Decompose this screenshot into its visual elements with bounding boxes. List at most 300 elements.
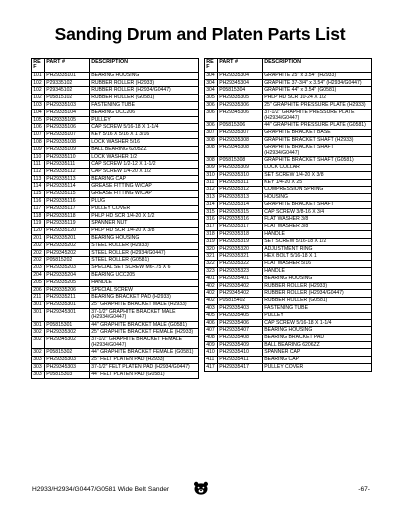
part-number-cell: PH29345306 bbox=[218, 109, 263, 122]
table-row bbox=[32, 131, 199, 138]
description-cell: PULLEY COVER bbox=[263, 364, 372, 371]
part-column-header: PART # bbox=[218, 59, 263, 73]
table-row bbox=[32, 220, 199, 227]
description-cell: PHLP HD SCR 10-24 X 1/2 bbox=[263, 94, 372, 101]
table-row bbox=[205, 319, 372, 326]
description-cell: BEARING HOUSING bbox=[263, 327, 372, 334]
table-row bbox=[32, 301, 199, 308]
table-row bbox=[32, 227, 199, 234]
part-number-cell: PH29335317 bbox=[218, 223, 263, 230]
part-number-cell: PH29335119 bbox=[45, 220, 90, 227]
part-number-cell: PH29335311 bbox=[218, 179, 263, 186]
table-row bbox=[32, 336, 199, 349]
ref-cell: 410 bbox=[205, 349, 218, 356]
ref-cell: 310 bbox=[205, 172, 218, 179]
description-cell: SPANNER CAP bbox=[263, 349, 372, 356]
table-row bbox=[32, 161, 199, 168]
table-row bbox=[32, 72, 199, 79]
ref-cell: 102 bbox=[32, 94, 45, 101]
description-cell: GRAPHITE BRACKET SHAFT (H2934/G0447) bbox=[263, 144, 372, 157]
ref-cell: 202 bbox=[32, 242, 45, 249]
description-cell: STEEL ROLLER (H2934/G0447) bbox=[90, 249, 199, 256]
table-row bbox=[205, 260, 372, 267]
part-number-cell: PH29335303 bbox=[45, 356, 90, 363]
description-cell: BEARING HOUSING bbox=[90, 72, 199, 79]
part-number-cell: P05815102 bbox=[45, 94, 90, 101]
description-cell: LOCK COLLAR bbox=[263, 164, 372, 171]
table-row bbox=[205, 172, 372, 179]
table-row bbox=[205, 290, 372, 297]
table-row bbox=[205, 122, 372, 129]
description-cell: FASTENING TUBE bbox=[263, 305, 372, 312]
table-row bbox=[205, 364, 372, 371]
description-cell: PLUG bbox=[90, 198, 199, 205]
table-row bbox=[32, 371, 199, 378]
ref-cell: 301 bbox=[32, 321, 45, 328]
description-cell: BEARING HOUSING bbox=[263, 275, 372, 282]
ref-cell: 108 bbox=[32, 139, 45, 146]
part-number-cell: PH29335305 bbox=[218, 94, 263, 101]
part-number-cell: PH29335206 bbox=[45, 286, 90, 293]
part-number-cell: PH29335304 bbox=[218, 72, 263, 79]
description-cell: RUBBER ROLLER (H2933) bbox=[263, 282, 372, 289]
table-row bbox=[205, 253, 372, 260]
description-cell: 44" GRAPHITE BRACKET FEMALE (G0581) bbox=[90, 349, 199, 356]
description-cell: ADJUSTMENT RING bbox=[263, 246, 372, 253]
table-row bbox=[32, 198, 199, 205]
ref-cell: 308 bbox=[205, 157, 218, 164]
part-number-cell: PH29335104 bbox=[45, 109, 90, 116]
part-number-cell: PH29335117 bbox=[45, 205, 90, 212]
table-row bbox=[205, 342, 372, 349]
part-number-cell: PH29335308 bbox=[218, 137, 263, 144]
ref-cell: 323 bbox=[205, 268, 218, 275]
ref-cell: 402 bbox=[205, 297, 218, 304]
ref-cell: 111 bbox=[32, 161, 45, 168]
description-cell: 44" FELT PLATEN PAD (G0581) bbox=[90, 371, 199, 378]
table-row bbox=[205, 194, 372, 201]
part-number-cell: PH29335211 bbox=[45, 294, 90, 301]
part-column-header: PART # bbox=[45, 59, 90, 73]
description-cell: CAP SCREW 1/2-12 X 1-1/2 bbox=[90, 161, 199, 168]
part-number-cell: PH29335316 bbox=[218, 216, 263, 223]
part-number-cell: PH29335310 bbox=[218, 172, 263, 179]
ref-cell: 314 bbox=[205, 201, 218, 208]
ref-cell: 406 bbox=[205, 319, 218, 326]
ref-cell: 206 bbox=[32, 286, 45, 293]
table-row bbox=[32, 321, 199, 328]
description-cell: BEARING CAP bbox=[90, 176, 199, 183]
description-cell: HANDLE bbox=[263, 268, 372, 275]
table-row bbox=[205, 102, 372, 109]
ref-cell: 110 bbox=[32, 153, 45, 160]
table-row bbox=[32, 286, 199, 293]
description-cell: FLAT WASHER 3/8 bbox=[263, 223, 372, 230]
part-number-cell: P05815303 bbox=[45, 371, 90, 378]
table-row bbox=[32, 257, 199, 264]
ref-cell: 306 bbox=[205, 109, 218, 122]
table-row bbox=[32, 294, 199, 301]
parts-table-left bbox=[31, 58, 199, 379]
description-cell: SPANNER NUT bbox=[90, 220, 199, 227]
description-cell: PULLEY bbox=[263, 312, 372, 319]
table-row bbox=[32, 249, 199, 256]
table-row bbox=[205, 223, 372, 230]
part-number-cell: PH29335110 bbox=[45, 153, 90, 160]
table-row bbox=[205, 137, 372, 144]
description-cell: CAP SCREW 3/8-16 X 3/4 bbox=[263, 209, 372, 216]
table-row bbox=[205, 305, 372, 312]
table-row bbox=[32, 102, 199, 109]
ref-cell: 115 bbox=[32, 190, 45, 197]
table-row bbox=[205, 327, 372, 334]
description-cell: 44" GRAPHITE PRESSURE PLATE (G0581) bbox=[263, 122, 372, 129]
ref-cell: 112 bbox=[32, 168, 45, 175]
part-number-cell: PH29335417 bbox=[218, 364, 263, 371]
part-number-cell: P05815308 bbox=[218, 157, 263, 164]
part-number-cell: PH29335313 bbox=[218, 194, 263, 201]
description-cell: 25" GRAPHITE BRACKET FEMALE (H2933) bbox=[90, 329, 199, 336]
part-number-cell: PH29335202 bbox=[45, 242, 90, 249]
description-cell: SPECIAL SET SCREW M6-.75 X 6 bbox=[90, 264, 199, 271]
part-number-cell: PH29335306 bbox=[218, 102, 263, 109]
table-row bbox=[32, 80, 199, 87]
ref-column-header: REF bbox=[205, 59, 218, 73]
table-row bbox=[32, 356, 199, 363]
ref-cell: 120 bbox=[32, 227, 45, 234]
description-cell: PULLEY COVER bbox=[90, 205, 199, 212]
ref-cell: 403 bbox=[205, 305, 218, 312]
description-column-header: DESCRIPTION bbox=[263, 59, 372, 73]
ref-cell: 204 bbox=[32, 272, 45, 279]
description-cell: LOCK WASHER 1/2 bbox=[90, 153, 199, 160]
table-row bbox=[205, 297, 372, 304]
part-number-cell: PH29345302 bbox=[45, 336, 90, 349]
part-number-cell: PH29335111 bbox=[45, 161, 90, 168]
part-number-cell: PH29335103 bbox=[45, 102, 90, 109]
description-cell: STEEL ROLLER (G0581) bbox=[90, 257, 199, 264]
description-cell: FLAT WASHER 5/16 bbox=[263, 260, 372, 267]
ref-cell: 308 bbox=[205, 137, 218, 144]
ref-cell: 102 bbox=[32, 80, 45, 87]
ref-cell: 301 bbox=[32, 309, 45, 322]
table-row bbox=[205, 157, 372, 164]
part-number-cell: PH29345304 bbox=[218, 80, 263, 87]
ref-cell: 320 bbox=[205, 246, 218, 253]
table-row bbox=[32, 168, 199, 175]
table-row bbox=[32, 272, 199, 279]
description-cell: 44" GRAPHITE BRACKET MALE (G0581) bbox=[90, 321, 199, 328]
part-number-cell: PH29335105 bbox=[45, 116, 90, 123]
ref-cell: 309 bbox=[205, 164, 218, 171]
part-number-cell: P05815306 bbox=[218, 122, 263, 129]
ref-cell: 304 bbox=[205, 87, 218, 94]
description-cell: GRAPHITE 25" x 3.54" (H2933) bbox=[263, 72, 372, 79]
part-number-cell: PH29335115 bbox=[45, 190, 90, 197]
parts-table-left-body bbox=[32, 72, 199, 378]
ref-cell: 322 bbox=[205, 260, 218, 267]
description-cell: RUBBER ROLLER (H2933) bbox=[90, 80, 199, 87]
description-cell: RUBBER ROLLER (G0581) bbox=[263, 297, 372, 304]
ref-cell: 303 bbox=[32, 371, 45, 378]
part-number-cell: P05815402 bbox=[218, 297, 263, 304]
ref-cell: 401 bbox=[205, 275, 218, 282]
part-number-cell: PH29335112 bbox=[45, 168, 90, 175]
ref-cell: 103 bbox=[32, 102, 45, 109]
ref-cell: 114 bbox=[32, 183, 45, 190]
part-number-cell: PH29335307 bbox=[218, 129, 263, 136]
part-number-cell: PH29335101 bbox=[45, 72, 90, 79]
part-number-cell: PH29335107 bbox=[45, 131, 90, 138]
ref-cell: 304 bbox=[205, 80, 218, 87]
part-number-cell: P05815301 bbox=[45, 321, 90, 328]
part-number-cell: PH29335118 bbox=[45, 213, 90, 220]
ref-cell: 201 bbox=[32, 235, 45, 242]
ref-cell: 311 bbox=[205, 179, 218, 186]
table-row bbox=[32, 364, 199, 371]
description-cell: SPECIAL SCREW bbox=[90, 286, 199, 293]
description-cell: GRAPHITE BRACKET SHAFT (G0581) bbox=[263, 157, 372, 164]
part-number-cell: PH29335320 bbox=[218, 246, 263, 253]
ref-cell: 312 bbox=[205, 186, 218, 193]
table-row bbox=[205, 209, 372, 216]
table-row bbox=[205, 179, 372, 186]
description-cell: GREASE FITTING W/CAP bbox=[90, 183, 199, 190]
ref-cell: 303 bbox=[32, 364, 45, 371]
part-number-cell: PH29335108 bbox=[45, 139, 90, 146]
ref-cell: 117 bbox=[32, 205, 45, 212]
ref-cell: 316 bbox=[205, 216, 218, 223]
ref-cell: 318 bbox=[205, 231, 218, 238]
table-row bbox=[32, 139, 199, 146]
description-cell: RUBBER ROLLER (H2934/G0447) bbox=[263, 290, 372, 297]
table-row bbox=[205, 186, 372, 193]
description-cell: GRAPHITE 44" x 3.54" (G0581) bbox=[263, 87, 372, 94]
table-row bbox=[32, 116, 199, 123]
description-cell: 25" FELT PLATEN PAD (H2933) bbox=[90, 356, 199, 363]
ref-cell: 405 bbox=[205, 312, 218, 319]
ref-cell: 101 bbox=[32, 72, 45, 79]
ref-cell: 402 bbox=[205, 282, 218, 289]
part-number-cell: PH29335312 bbox=[218, 186, 263, 193]
ref-cell: 315 bbox=[205, 209, 218, 216]
table-row bbox=[32, 205, 199, 212]
table-header-row bbox=[32, 59, 199, 73]
table-row bbox=[32, 146, 199, 153]
ref-cell: 205 bbox=[32, 279, 45, 286]
part-number-cell: PH29335201 bbox=[45, 235, 90, 242]
ref-cell: 116 bbox=[32, 198, 45, 205]
description-cell: 37-1/2" GRAPHITE BRACKET MALE (H2934/G0447) bbox=[90, 309, 199, 322]
description-cell: BEARING UCC206 bbox=[90, 109, 199, 116]
table-row bbox=[205, 312, 372, 319]
description-cell: FASTENING TUBE bbox=[90, 102, 199, 109]
ref-cell: 402 bbox=[205, 290, 218, 297]
part-number-cell: P05815302 bbox=[45, 349, 90, 356]
description-cell: BEARING HOUSING bbox=[90, 235, 199, 242]
part-number-cell: PH29335402 bbox=[218, 282, 263, 289]
description-cell: BEARING CAP bbox=[263, 356, 372, 363]
part-number-cell: PH29335203 bbox=[45, 264, 90, 271]
table-row bbox=[32, 87, 199, 94]
description-cell: 37-1/2" GRAPHITE BRACKET FEMALE (H2934/G0447) bbox=[90, 336, 199, 349]
part-number-cell: PH29335113 bbox=[45, 176, 90, 183]
ref-cell: 302 bbox=[32, 336, 45, 349]
description-cell: 25" GRAPHITE BRACKET MALE (H2933) bbox=[90, 301, 199, 308]
ref-cell: 411 bbox=[205, 356, 218, 363]
description-cell: RUBBER ROLLER (G0581) bbox=[90, 94, 199, 101]
part-number-cell: PH29345303 bbox=[45, 364, 90, 371]
part-number-cell: PH29335319 bbox=[218, 238, 263, 245]
ref-cell: 107 bbox=[32, 131, 45, 138]
ref-cell: 304 bbox=[205, 72, 218, 79]
description-cell: BALL BEARING 6206ZZ bbox=[263, 342, 372, 349]
table-row bbox=[32, 349, 199, 356]
description-cell: BALL BEARING 6205ZZ bbox=[90, 146, 199, 153]
ref-cell: 203 bbox=[32, 264, 45, 271]
description-cell: 37-1/2" FELT PLATEN PAD (H2934/G0447) bbox=[90, 364, 199, 371]
table-row bbox=[205, 94, 372, 101]
ref-cell: 408 bbox=[205, 334, 218, 341]
part-number-cell: PH29335120 bbox=[45, 227, 90, 234]
ref-cell: 202 bbox=[32, 249, 45, 256]
description-cell: 25" GRAPHITE PRESSURE PLATE (H2933) bbox=[263, 102, 372, 109]
part-number-cell: PH29335411 bbox=[218, 356, 263, 363]
description-cell: LOCK WASHER 5/16 bbox=[90, 139, 199, 146]
description-cell: 37-1/2" GRAPHITE PRESSURE PLATE (H2934/G0447) bbox=[263, 109, 372, 122]
description-cell: BEARING UCC205 bbox=[90, 272, 199, 279]
part-number-cell: PH29345308 bbox=[218, 144, 263, 157]
ref-cell: 409 bbox=[205, 342, 218, 349]
part-number-cell: PH29345301 bbox=[45, 309, 90, 322]
table-row bbox=[205, 201, 372, 208]
table-row bbox=[205, 144, 372, 157]
ref-cell: 313 bbox=[205, 194, 218, 201]
parts-table-right-body bbox=[205, 72, 372, 371]
part-number-cell: PH29335406 bbox=[218, 319, 263, 326]
page-title: Sanding Drum and Platen Parts List bbox=[54, 24, 346, 44]
part-number-cell: PH29335309 bbox=[218, 164, 263, 171]
part-number-cell: PH29335401 bbox=[218, 275, 263, 282]
ref-cell: 306 bbox=[205, 122, 218, 129]
part-number-cell: P05815304 bbox=[218, 87, 263, 94]
ref-cell: 119 bbox=[32, 220, 45, 227]
description-cell: SET SCREW 1/4-20 X 3/8 bbox=[263, 172, 372, 179]
part-number-cell: PH29335106 bbox=[45, 124, 90, 131]
table-row bbox=[205, 80, 372, 87]
description-cell: GRAPHITE BRACKET BASE bbox=[263, 129, 372, 136]
description-cell: COMPRESSION SPRING bbox=[263, 186, 372, 193]
description-cell: HEX BOLT 5/16-18 X 1 bbox=[263, 253, 372, 260]
part-number-cell: PH29335405 bbox=[218, 312, 263, 319]
ref-cell: 301 bbox=[32, 301, 45, 308]
description-cell: BEARING BRACKET PAD bbox=[263, 334, 372, 341]
ref-cell: 307 bbox=[205, 129, 218, 136]
table-row bbox=[32, 183, 199, 190]
table-row bbox=[205, 72, 372, 79]
ref-cell: 106 bbox=[32, 124, 45, 131]
description-cell: BEARING BRACKET PAD (H2933) bbox=[90, 294, 199, 301]
table-row bbox=[205, 164, 372, 171]
part-number-cell: P29335102 bbox=[45, 80, 90, 87]
description-cell: PHLP HD SCR 1/4-20 X 1/2 bbox=[90, 213, 199, 220]
ref-cell: 407 bbox=[205, 327, 218, 334]
table-row bbox=[32, 190, 199, 197]
table-row bbox=[205, 246, 372, 253]
table-row bbox=[32, 94, 199, 101]
part-number-cell: PH29335114 bbox=[45, 183, 90, 190]
part-number-cell: P29345102 bbox=[45, 87, 90, 94]
description-cell: CAP SCREW 5/16-18 X 1-1/4 bbox=[90, 124, 199, 131]
footer-model-text: H2933/H2934/G0447/G0581 Wide Belt Sander bbox=[32, 486, 170, 493]
part-number-cell: PH29335302 bbox=[45, 329, 90, 336]
table-row bbox=[205, 231, 372, 238]
table-row bbox=[205, 275, 372, 282]
ref-cell: 417 bbox=[205, 364, 218, 371]
description-cell: PHLP HD SCR 1/4-20 X 3/8 bbox=[90, 227, 199, 234]
table-row bbox=[205, 87, 372, 94]
table-row bbox=[32, 235, 199, 242]
description-cell: CAP SCREW 5/16-18 X 1-1/4 bbox=[263, 319, 372, 326]
part-number-cell: PH29335301 bbox=[45, 301, 90, 308]
part-number-cell: P05815202 bbox=[45, 257, 90, 264]
ref-cell: 102 bbox=[32, 87, 45, 94]
description-cell: PULLEY bbox=[90, 116, 199, 123]
part-number-cell: PH29335323 bbox=[218, 268, 263, 275]
table-row bbox=[32, 309, 199, 322]
description-cell: FLAT WASHER 3/8 bbox=[263, 216, 372, 223]
ref-cell: 113 bbox=[32, 176, 45, 183]
table-row bbox=[205, 216, 372, 223]
ref-column-header: REF bbox=[32, 59, 45, 73]
part-number-cell: PH29335403 bbox=[218, 305, 263, 312]
bear-logo-icon bbox=[193, 481, 209, 495]
ref-cell: 302 bbox=[32, 349, 45, 356]
part-number-cell: PH29335318 bbox=[218, 231, 263, 238]
table-header-row bbox=[205, 59, 372, 73]
table-row bbox=[32, 279, 199, 286]
part-number-cell: PH29335116 bbox=[45, 198, 90, 205]
part-number-cell: PH29335408 bbox=[218, 334, 263, 341]
ref-cell: 319 bbox=[205, 238, 218, 245]
table-row bbox=[205, 238, 372, 245]
table-row bbox=[32, 242, 199, 249]
description-cell: SET SCREW 5/16-18 X 1/2 bbox=[263, 238, 372, 245]
table-row bbox=[205, 282, 372, 289]
table-row bbox=[32, 109, 199, 116]
part-number-cell: PH29335204 bbox=[45, 272, 90, 279]
table-row bbox=[32, 124, 199, 131]
description-column-header: DESCRIPTION bbox=[90, 59, 199, 73]
part-number-cell: PH29335315 bbox=[218, 209, 263, 216]
description-cell: HANDLE bbox=[90, 279, 199, 286]
description-cell: CAP SCREW 1/4-20 X 1/2 bbox=[90, 168, 199, 175]
part-number-cell: PH29335407 bbox=[218, 327, 263, 334]
table-row bbox=[205, 334, 372, 341]
description-cell: GREASE FITTING W/CAP bbox=[90, 190, 199, 197]
parts-table-right bbox=[204, 58, 372, 372]
ref-cell: 306 bbox=[205, 102, 218, 109]
ref-cell: 303 bbox=[32, 356, 45, 363]
table-row bbox=[32, 329, 199, 336]
part-number-cell: PH29335322 bbox=[218, 260, 263, 267]
page-number: -67- bbox=[358, 486, 370, 493]
description-cell: HOUSING bbox=[263, 194, 372, 201]
ref-cell: 308 bbox=[205, 144, 218, 157]
part-number-cell: PH29335205 bbox=[45, 279, 90, 286]
table-row bbox=[32, 264, 199, 271]
table-row bbox=[205, 109, 372, 122]
